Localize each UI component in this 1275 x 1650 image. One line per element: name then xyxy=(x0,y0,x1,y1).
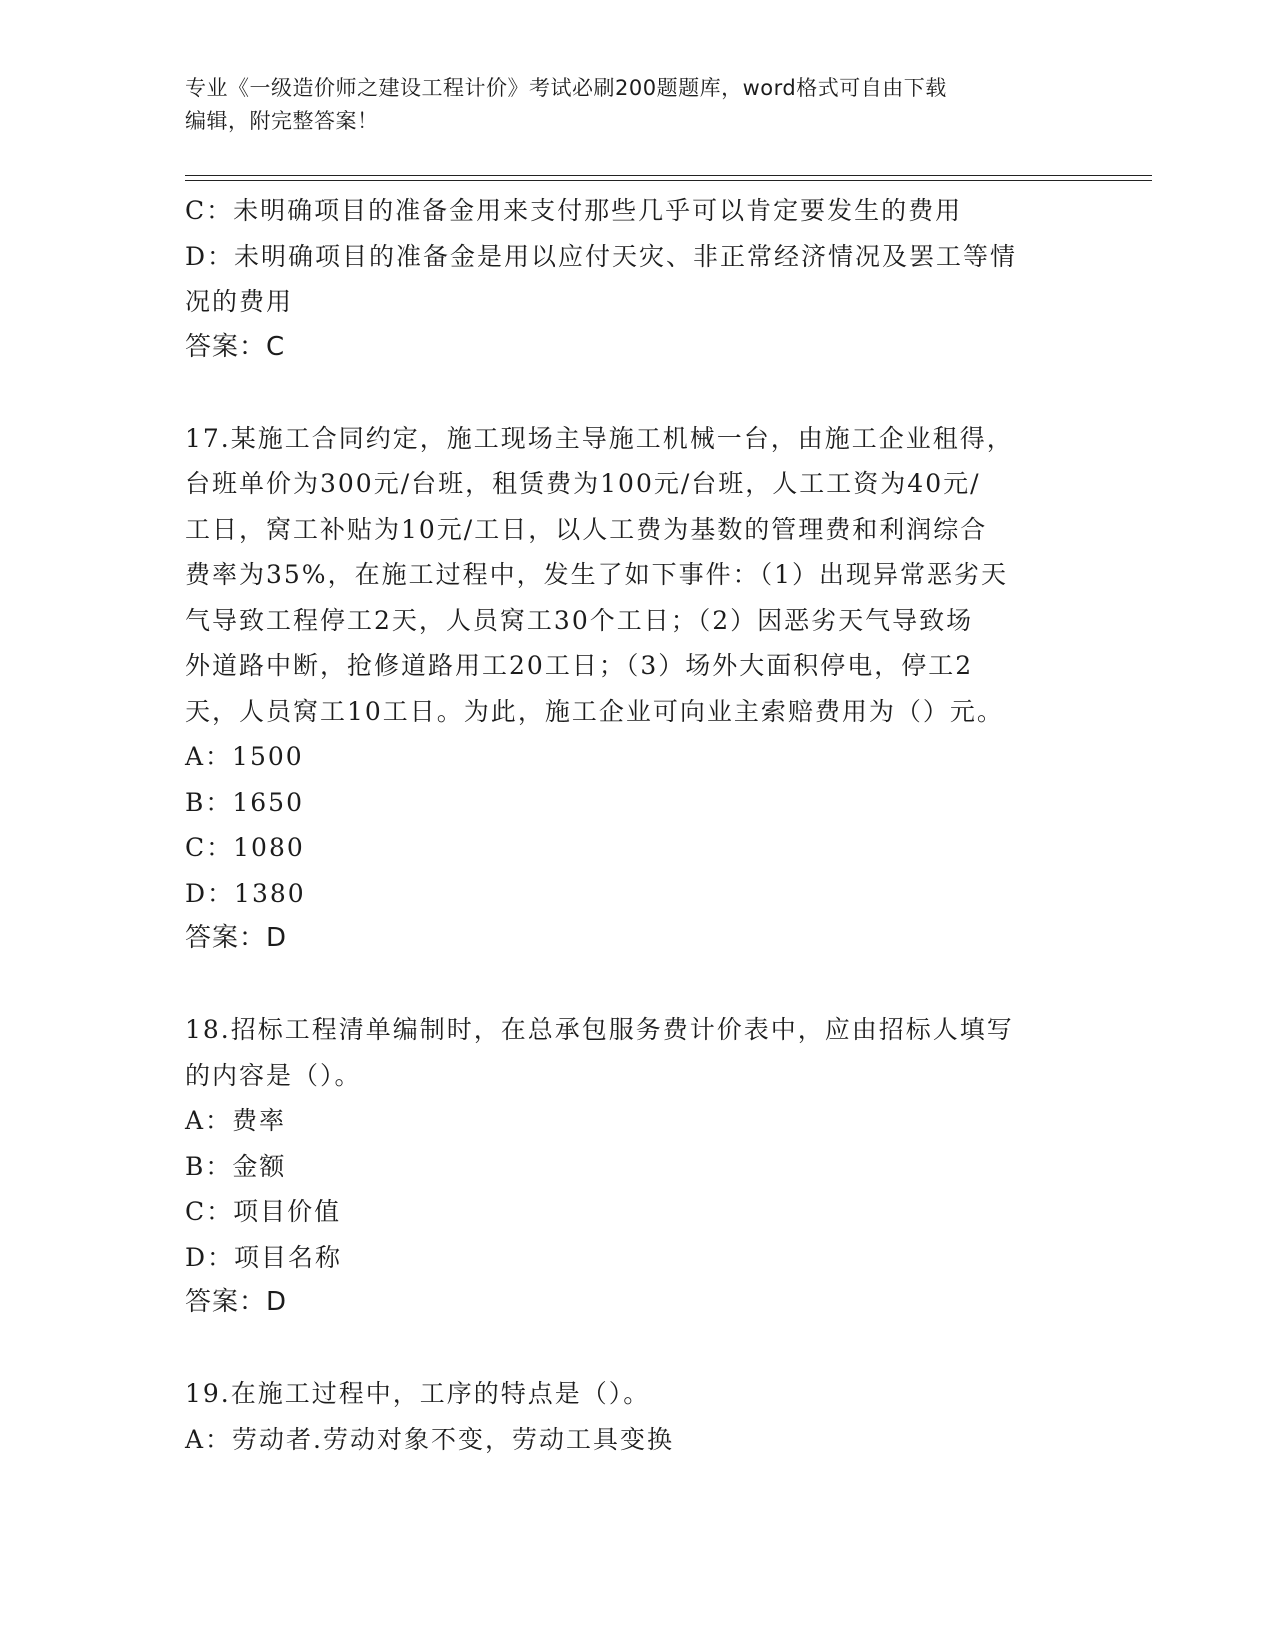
question-list xyxy=(185,188,1065,1462)
header-divider-top xyxy=(185,175,1152,176)
question-stem-line: 天，人员窝工10工日。为此，施工企业可向业主索赔费用为（）元。 xyxy=(185,696,1004,726)
answer-label: 答案：D xyxy=(185,923,288,953)
question-stem-line: 外道路中断，抢修道路用工20工日；（3）场外大面积停电，停工2 xyxy=(185,651,974,680)
question-spacer xyxy=(185,1326,1065,1372)
option-b: B：1650 xyxy=(185,787,304,817)
question-stem-line: 费率为35%，在施工过程中，发生了如下事件：（1）出现异常恶劣天 xyxy=(185,560,1008,589)
option-d: D：未明确项目的准备金是用以应付天灾、非正常经济情况及罢工等情 xyxy=(185,241,1018,271)
option-d: D：1380 xyxy=(185,878,306,908)
option-a: A：费率 xyxy=(185,1106,287,1135)
question-16-tail xyxy=(185,188,1065,370)
option-a: A：1500 xyxy=(185,742,304,771)
header-divider-bottom xyxy=(185,180,1152,181)
question-stem-line: 的内容是（）。 xyxy=(185,1060,362,1090)
option-b: B：金额 xyxy=(185,1151,287,1181)
question-spacer xyxy=(185,370,1065,416)
option-c: C：项目价值 xyxy=(185,1197,342,1226)
option-d-continued: 况的费用 xyxy=(185,287,294,316)
question-spacer xyxy=(185,962,1065,1008)
option-a: A：劳动者.劳动对象不变，劳动工具变换 xyxy=(185,1424,675,1454)
question-stem-line: 气导致工程停工2天，人员窝工30个工日；（2）因恶劣天气导致场 xyxy=(185,605,974,635)
question-19 xyxy=(185,1371,1065,1462)
header-title-line-2: 编辑，附完整答案！ xyxy=(185,109,379,133)
option-d: D：项目名称 xyxy=(185,1242,343,1272)
question-18 xyxy=(185,1007,1065,1326)
option-c: C：未明确项目的准备金用来支付那些几乎可以肯定要发生的费用 xyxy=(185,196,963,225)
header-title-line-1: 专业《一级造价师之建设工程计价》考试必刷200题题库，word格式可自由下载 xyxy=(185,76,947,100)
answer-label: 答案：C xyxy=(185,331,286,362)
answer-label: 答案：D xyxy=(185,1287,288,1317)
question-stem-line: 17.某施工合同约定，施工现场主导施工机械一台，由施工企业租得， xyxy=(185,423,1014,453)
question-17 xyxy=(185,416,1065,962)
question-stem-line: 工日，窝工补贴为10元/工日，以人工费为基数的管理费和利润综合 xyxy=(185,514,988,544)
option-c: C：1080 xyxy=(185,833,305,862)
question-stem-line: 19.在施工过程中，工序的特点是（）。 xyxy=(185,1379,651,1408)
page-header xyxy=(185,72,1085,138)
question-stem-line: 台班单价为300元/台班，租赁费为100元/台班，人工工资为40元/ xyxy=(185,469,981,498)
question-stem-line: 18.招标工程清单编制时，在总承包服务费计价表中，应由招标人填写 xyxy=(185,1015,1014,1044)
